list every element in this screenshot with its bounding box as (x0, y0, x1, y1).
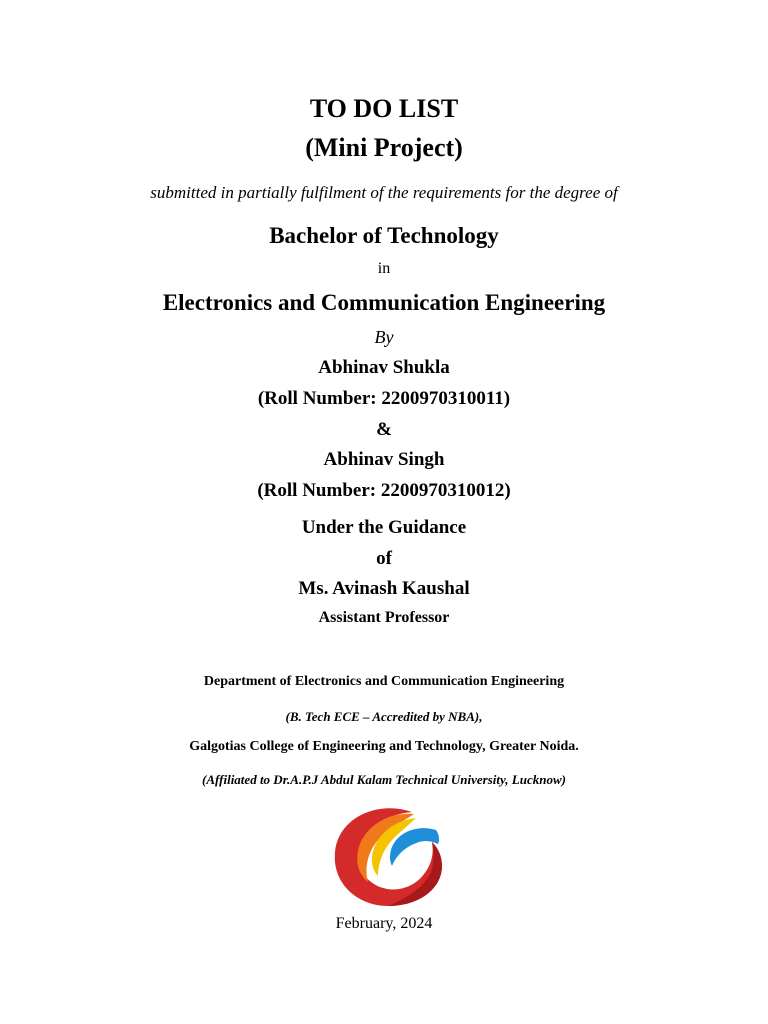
project-title: TO DO LIST (309, 94, 459, 123)
in-word: in (377, 260, 391, 277)
department-name: Department of Electronics and Communication Engineering (203, 674, 565, 689)
student-2-name: Abhinav Singh (323, 449, 445, 470)
submission-date: February, 2024 (335, 915, 433, 932)
accreditation-note: (B. Tech ECE – Accredited by NBA), (285, 709, 483, 724)
student-1-name: Abhinav Shukla (318, 357, 450, 378)
college-logo-icon (332, 804, 444, 908)
by-word: By (374, 327, 394, 347)
ampersand: & (376, 419, 392, 440)
guide-title: Assistant Professor (318, 609, 450, 626)
student-2-roll: (Roll Number: 2200970310012) (257, 480, 511, 501)
college-name: Galgotias College of Engineering and Technology, Greater Noida. (189, 739, 579, 754)
project-subtitle: (Mini Project) (305, 133, 463, 162)
degree-name: Bachelor of Technology (269, 223, 499, 248)
of-word: of (376, 548, 392, 569)
guide-name: Ms. Avinash Kaushal (298, 578, 470, 599)
branch-name: Electronics and Communication Engineering (162, 290, 606, 315)
affiliation-note: (Affiliated to Dr.A.P.J Abdul Kalam Technical University, Lucknow) (202, 772, 566, 787)
guidance-label: Under the Guidance (301, 517, 467, 538)
student-1-roll: (Roll Number: 2200970310011) (257, 388, 511, 409)
submission-note: submitted in partially fulfilment of the requirements for the degree of (150, 183, 618, 202)
